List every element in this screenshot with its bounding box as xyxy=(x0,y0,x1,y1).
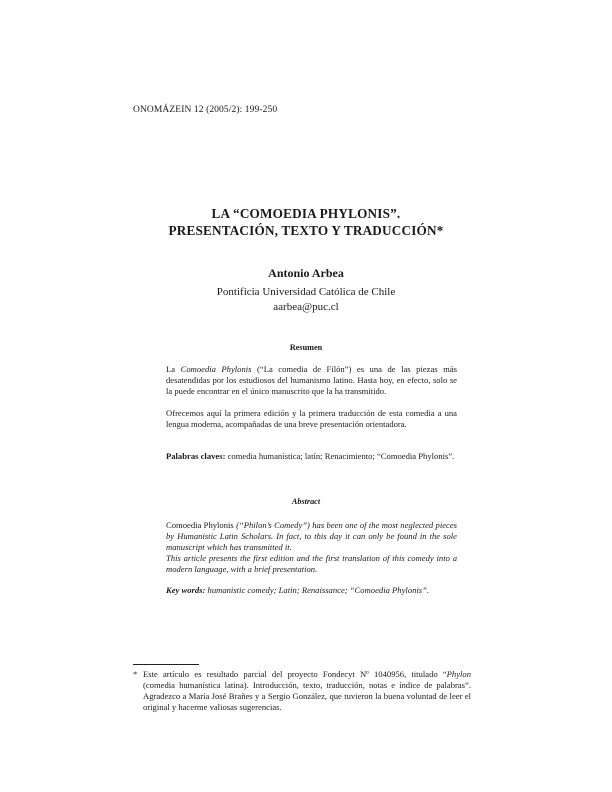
resumen-paragraph-2 xyxy=(166,408,457,430)
footnote-text-1: Este artículo es resultado parcial del proyecto Fondecyt Nº 1040956, titulado “ xyxy=(143,669,447,679)
resumen-heading: Resumen xyxy=(289,343,323,352)
resumen-p1-rest: (“La comedia de Filón”) es una de las piezas más desatendidas por los estudiosos del humanismo latino. Hasta hoy, en efecto, solo se la puede encontrar en el único manuscrito que la ha transmitido. xyxy=(166,364,457,396)
abstract-paragraph-1 xyxy=(166,520,457,552)
resumen-p1-title: Comoedia Phylonis xyxy=(180,364,252,374)
article-title xyxy=(0,205,612,239)
abstract-p2-text: This article presents the first edition and the first translation of this comedy into a modern language, with a brief presentation. xyxy=(166,553,457,574)
resumen-keywords xyxy=(166,451,457,462)
abstract-keywords-label: Key words: xyxy=(166,585,206,595)
abstract-p1-rest: (“Philon’s Comedy”) has been one of the most neglected pieces by Humanistic Latin Scholars. In fact, to this day it can only be found in the sole manuscript which has transmitted it. xyxy=(166,520,458,552)
footnote-title: Phylon xyxy=(446,669,471,679)
resumen-p2-text: Ofrecemos aquí la primera edición y la primera traducción de esta comedia a una lengua moderna, acompañadas de una breve presentación orientadora. xyxy=(166,408,457,429)
abstract-paragraph-2 xyxy=(166,553,457,575)
author-name: Antonio Arbea xyxy=(268,266,344,280)
resumen-paragraph-1 xyxy=(166,364,457,396)
footnote-text-2: (comedia humanística latina). Introducción, texto, traducción, notas e índice de palabras”. Agradezco a María José Brañes y a Sergio González, que tuvieron la buena voluntad de leer el original y hacerme valiosas sugerencias. xyxy=(143,680,471,712)
resumen-keywords-text: comedia humanística; latín; Renacimiento; “Comoedia Phylonis”. xyxy=(225,451,455,461)
abstract-p1-title: Comoedia Phylonis xyxy=(166,520,234,530)
abstract-heading: Abstract xyxy=(291,497,321,506)
footnote xyxy=(133,669,471,713)
abstract-keywords-text: humanistic comedy; Latin; Renaissance; “Comoedia Phylonis”. xyxy=(205,585,430,595)
journal-reference: ONOMÁZEIN 12 (2005/2): 199-250 xyxy=(133,105,278,115)
footnote-marker: * xyxy=(133,669,138,679)
resumen-keywords-label: Palabras claves: xyxy=(166,451,226,461)
author-email: aarbea@puc.cl xyxy=(273,301,339,313)
title-line-2: PRESENTACIÓN, TEXTO Y TRADUCCIÓN* xyxy=(168,223,444,238)
abstract-keywords xyxy=(166,585,457,596)
footnote-divider xyxy=(133,664,199,665)
title-line-1: LA “COMOEDIA PHYLONIS”. xyxy=(211,206,401,221)
resumen-p1-prefix: La xyxy=(166,364,181,374)
author-affiliation: Pontificia Universidad Católica de Chile xyxy=(216,286,396,298)
author-affiliation-block xyxy=(0,285,612,315)
